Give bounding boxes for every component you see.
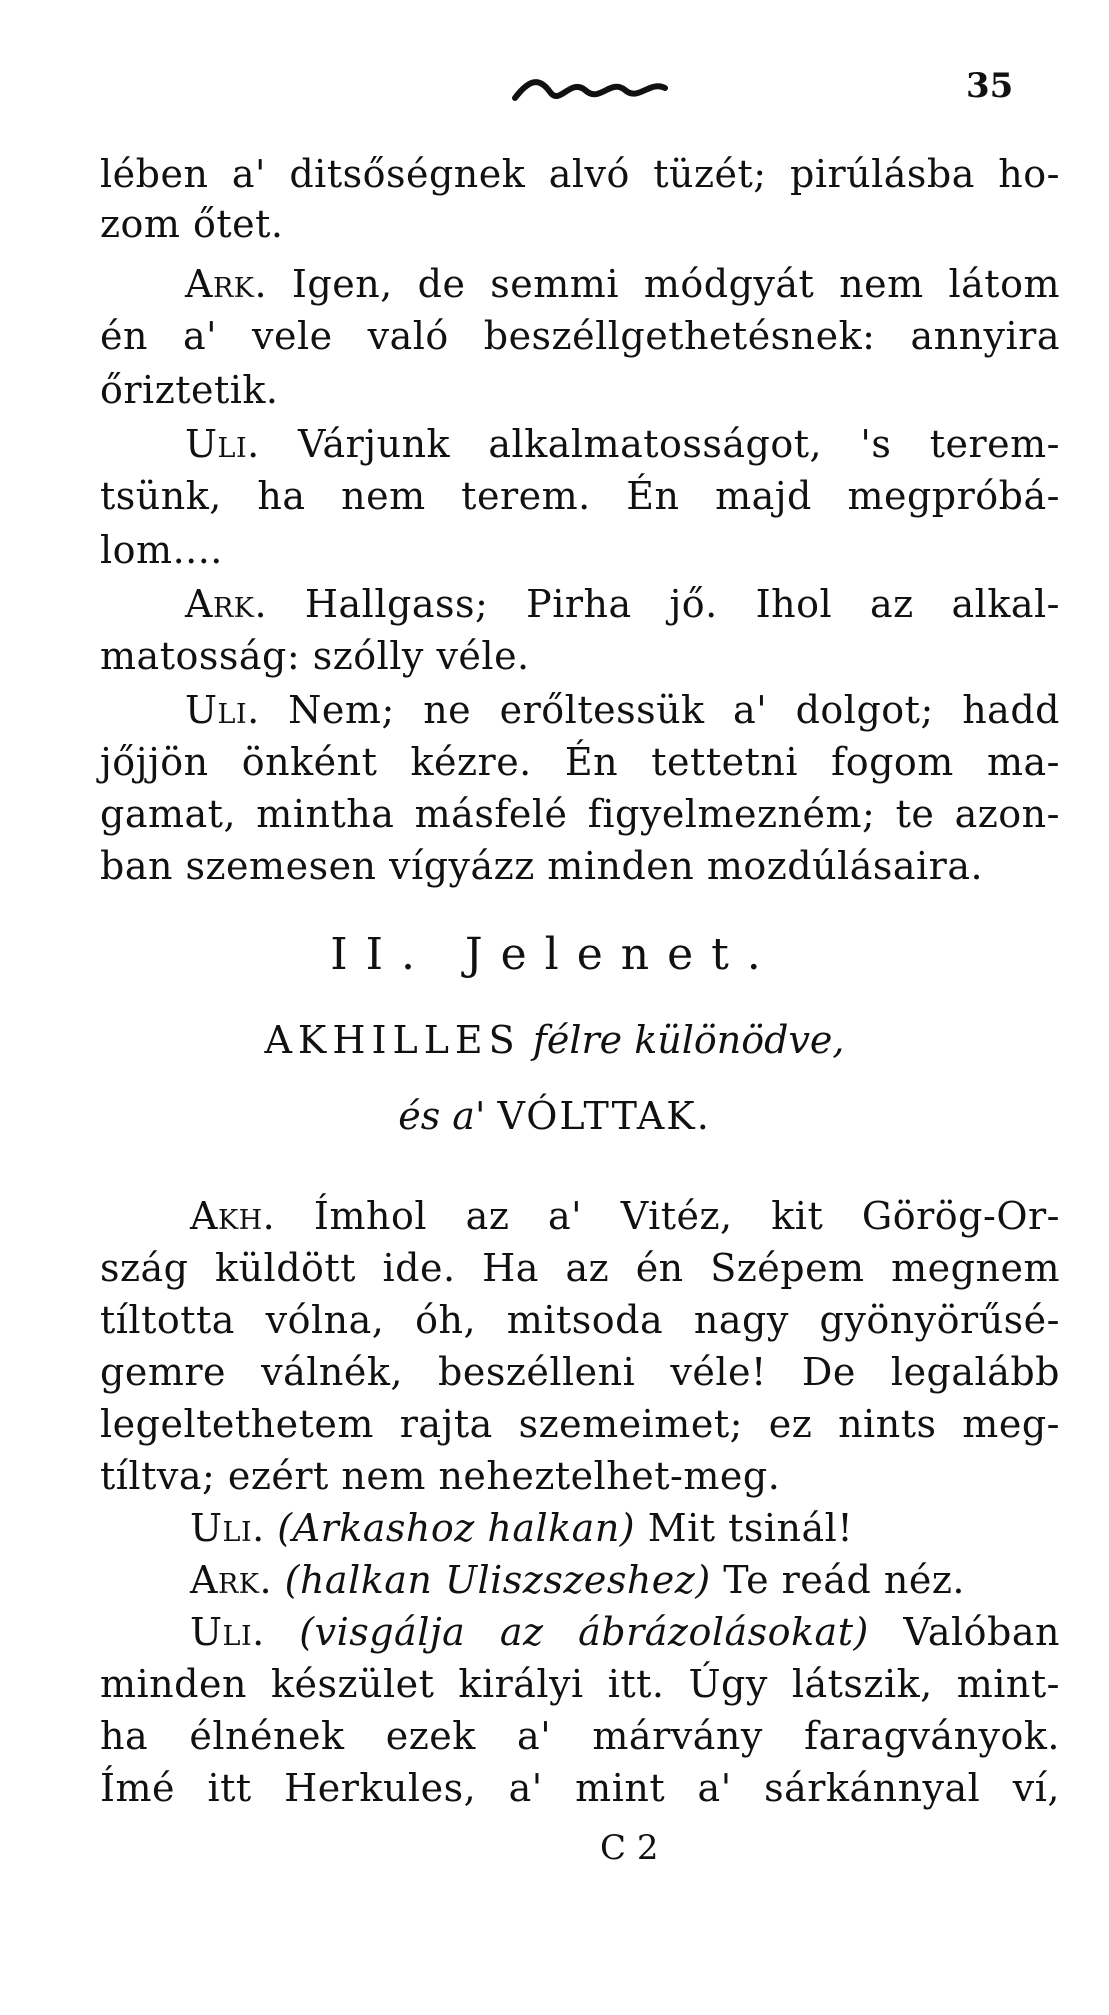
text-line: Uli. (visgálja az ábrázolásokat) Valóban [190,1610,1060,1654]
text-line: tíltotta vólna, óh, mitsoda nagy gyönyörűsé- [100,1298,1060,1342]
text-line: gamat, mintha másfelé figyelmezném; te azon- [100,792,1060,836]
stage-direction: (halkan Uliszszeshez) [284,1558,711,1602]
cast-line [0,1016,1109,1064]
speaker-name: Uli. [185,422,260,466]
text-line: tsünk, ha nem terem. Én majd megpróbá- [100,474,1060,518]
text-line: őriztetik. [100,368,279,412]
wavy-ornament-icon [510,70,670,110]
text-line: Ímé itt Herkules, a' mint a' sárkánnyal ví, [100,1766,1060,1810]
text-line: Ark. Igen, de semmi módgyát nem látom [185,262,1060,306]
speaker-name: Ark. [185,262,268,306]
text-line: minden készület királyi itt. Úgy látszik, mint- [100,1662,1060,1706]
speaker-name: Akh. [190,1194,276,1238]
stage-direction: (Arkashoz halkan) [277,1506,636,1550]
speaker-name: Uli. [185,688,260,732]
text-line: Uli. Nem; ne erőltessük a' dolgot; hadd [185,688,1060,732]
text-line: legeltethetem rajta szemeimet; ez nints meg- [100,1402,1060,1446]
text-line: zom őtet. [100,202,284,246]
text-line: Ark. (halkan Uliszszeshez) Te reád néz. [190,1558,965,1602]
text-line: szág küldött ide. Ha az én Szépem megnem [100,1246,1060,1290]
text-line: ban szemesen vígyázz minden mozdúlásaira. [100,844,984,888]
stage-direction: félre különödve, [532,1018,845,1062]
text-line: ha élnének ezek a' márvány faragványok. [100,1714,1060,1758]
speaker-name: Uli. [190,1610,265,1654]
speaker-name: Ark. [190,1558,273,1602]
page-number: 35 [966,66,1014,106]
cast-name: AKHILLES [264,1018,521,1062]
stage-direction: (visgálja az ábrázolásokat) [299,1610,869,1654]
scene-heading: II. Jelenet. [330,929,779,980]
text-line: lében a' ditsőségnek alvó tüzét; pirúlásba ho- [100,152,1060,196]
text-line: tíltva; ezért nem neheztelhet-meg. [100,1454,781,1498]
text-line: Akh. Ímhol az a' Vitéz, kit Görög-Or- [190,1194,1060,1238]
text-line: Ark. Hallgass; Pirha jő. Ihol az alkal- [185,582,1060,626]
speaker-name: Ark. [185,582,268,626]
speaker-name: Uli. [190,1506,265,1550]
cast-line [0,1092,1109,1140]
text-line: én a' vele való beszéllgethetésnek: annyira [100,314,1060,358]
text-line: Uli. Várjunk alkalmatosságot, 's terem- [185,422,1060,466]
text-line: Uli. (Arkashoz halkan) Mit tsinál! [190,1506,854,1550]
text-line: lom.... [100,528,223,572]
cast-name: VÓLTTAK. [497,1094,711,1138]
text-line: gemre válnék, beszélleni véle! De legalább [100,1350,1060,1394]
text-line: matosság: szólly véle. [100,634,530,678]
signature-mark: C 2 [600,1828,659,1868]
cast-prefix: és a' [398,1094,486,1138]
text-line: jőjjön önként kézre. Én tettetni fogom ma- [100,740,1060,784]
